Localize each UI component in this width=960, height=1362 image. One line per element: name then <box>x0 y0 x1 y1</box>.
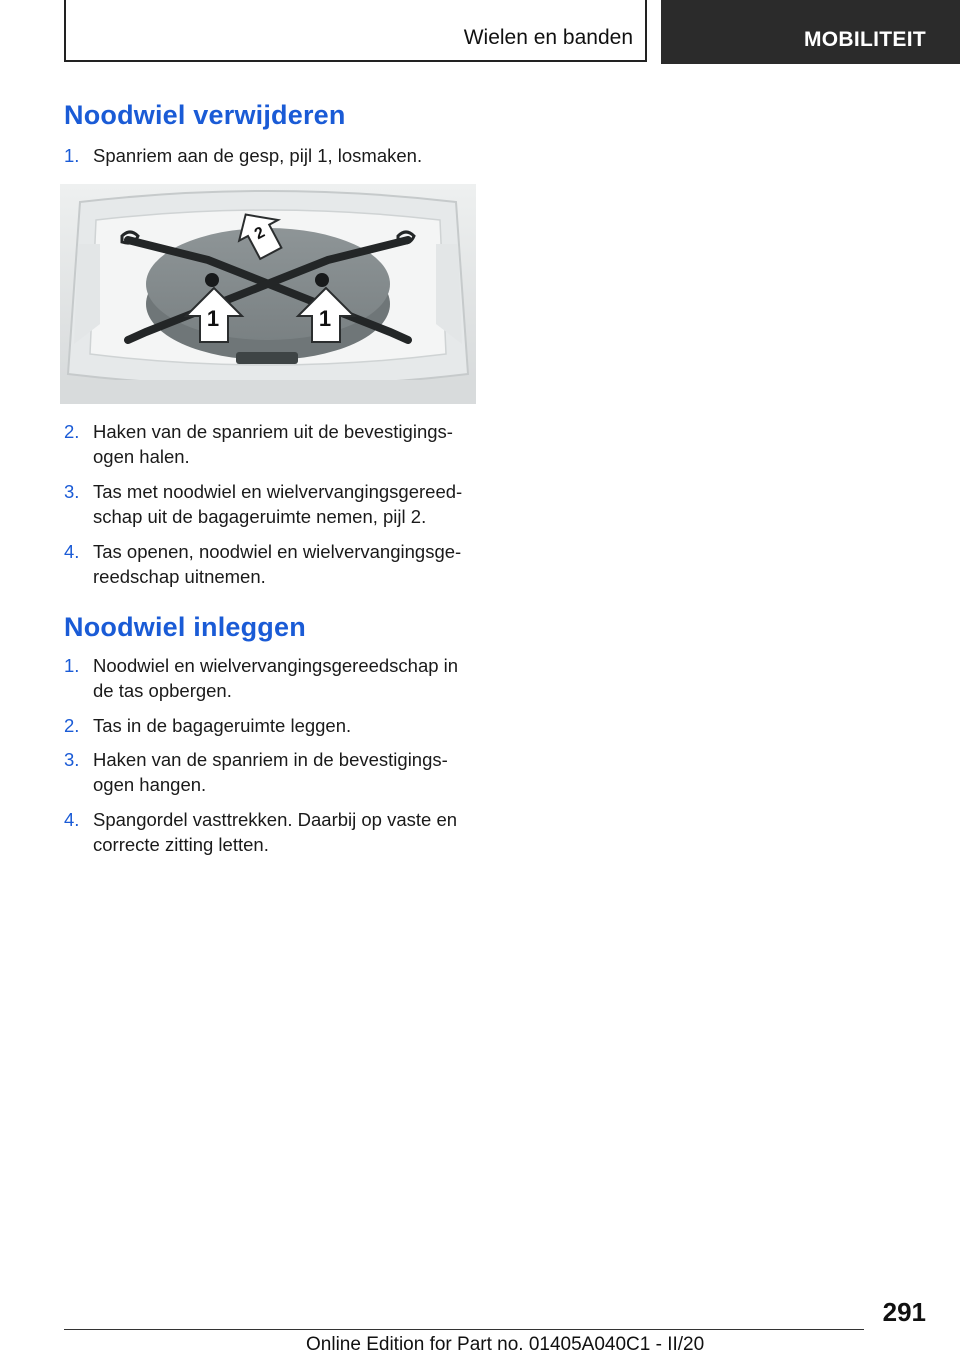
step-text: Spanriem aan de gesp, pijl 1, losmaken. <box>93 145 423 166</box>
step-text-line: ogen hangen. <box>93 774 207 795</box>
step-text-line: Tas in de bagageruimte leggen. <box>93 715 352 736</box>
header-chapter-title: MOBILITEIT <box>804 28 926 51</box>
step-text-line: Noodwiel en wielvervangingsgereedschap in <box>93 655 459 676</box>
step-text-line: Haken van de spanriem uit de bevestigings- <box>93 421 453 442</box>
remove-steps-rest <box>64 419 478 589</box>
step-text-line: Haken van de spanriem in de bevestigings- <box>93 749 448 770</box>
arrow-label-1-right: 1 <box>318 306 332 331</box>
header-section-box <box>64 0 647 62</box>
step-text-line: schap uit de bagageruimte nemen, pijl 2. <box>93 506 427 527</box>
buckle-right <box>315 273 329 287</box>
insert-steps <box>64 653 478 857</box>
list-item <box>64 807 478 857</box>
footer-edition: Online Edition for Part no. 01405A040C1 - II/20 <box>306 1334 705 1355</box>
wheel-bag-handle <box>236 352 298 364</box>
step-number: 2. <box>64 715 80 736</box>
list-item <box>64 653 478 703</box>
step-text-line: Tas met noodwiel en wielvervangingsgereed- <box>93 481 463 502</box>
step-number: 4. <box>64 809 80 830</box>
step-text-line: de tas opbergen. <box>93 680 232 701</box>
step-text-line: ogen halen. <box>93 446 190 467</box>
list-item <box>64 479 478 529</box>
remove-steps-first <box>64 143 478 168</box>
header-chapter-tab <box>661 0 960 64</box>
step-text-line: reedschap uitnemen. <box>93 566 266 587</box>
step-text-line: Spangordel vasttrekken. Daarbij op vaste en <box>93 809 458 830</box>
page-number: 291 <box>882 1297 926 1327</box>
list-item <box>64 143 478 168</box>
page-content <box>64 100 478 857</box>
step-number: 1. <box>64 655 80 676</box>
header-section-title: Wielen en banden <box>463 26 633 49</box>
step-number: 2. <box>64 421 80 442</box>
step-number: 3. <box>64 481 80 502</box>
step-number: 4. <box>64 541 80 562</box>
list-item <box>64 713 478 738</box>
step-number: 3. <box>64 749 80 770</box>
list-item <box>64 419 478 469</box>
section-title-insert-spare: Noodwiel inleggen <box>64 612 306 642</box>
step-number: 1. <box>64 145 80 166</box>
list-item <box>64 747 478 797</box>
step-text-line: Tas openen, noodwiel en wielvervangingsge- <box>93 541 462 562</box>
section-title-remove-spare: Noodwiel verwijderen <box>64 100 346 130</box>
trunk-illustration-svg <box>60 184 476 404</box>
list-item <box>64 539 478 589</box>
arrow-label-2: 2 <box>251 223 268 244</box>
trunk-spare-wheel-illustration <box>60 184 476 404</box>
bumper <box>60 380 476 404</box>
buckle-left <box>205 273 219 287</box>
step-text-line: correcte zitting letten. <box>93 834 269 855</box>
footer-divider <box>64 1329 864 1330</box>
arrow-label-1-left: 1 <box>206 306 220 331</box>
